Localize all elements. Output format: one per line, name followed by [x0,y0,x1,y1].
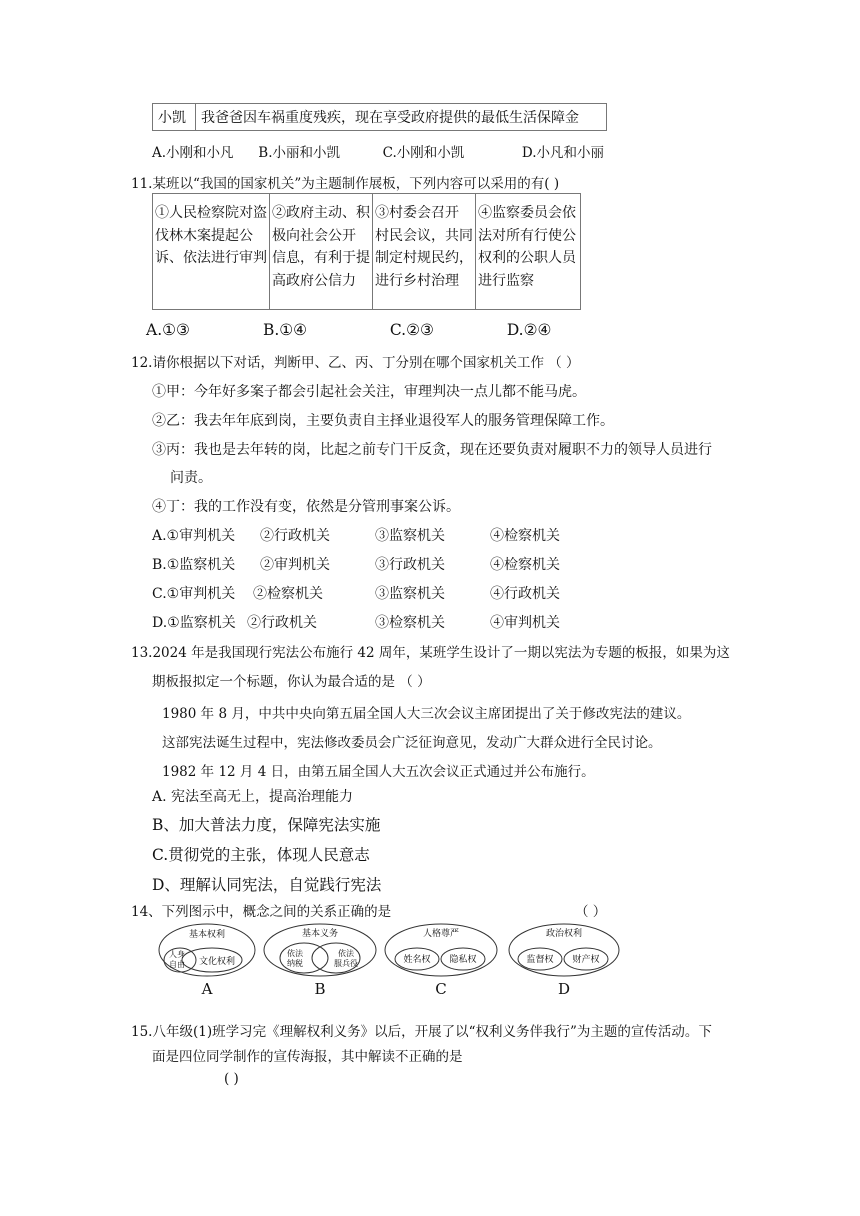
q11-cell-4 [476,194,581,310]
q12-option-c-4: ④行政机关 [490,586,560,602]
q12-option-d-1: D.①监察机关 [152,615,236,631]
q11-cell-2-line: 高政府公信力 [272,272,356,289]
q12-option-b-4: ④检察机关 [490,557,560,573]
top-table-name: 小凯 [153,104,196,131]
q14-stem: 14、下列图示中，概念之间的关系正确的是 [131,904,392,920]
q12-option-b-1: B.①监察机关 [152,557,236,573]
q13-option-d: D、理解认同宪法，自觉践行宪法 [152,876,382,894]
q14-diagram-d [507,922,621,998]
inner2-label: 隐私权 [449,955,477,965]
diagram-letter: D [557,980,571,998]
inner-ellipse-1 [280,943,328,973]
q12-line-4: ④丁：我的工作没有变，依然是分管刑事案公诉。 [152,499,460,515]
inner-ellipse-2 [312,943,360,973]
q10-option-b: B.小丽和小凯 [258,145,341,161]
q15-stem-1: 15.八年级(1)班学习完《理解权利义务》以后，开展了以“权利义务伴我行”为主题的宣传活动。下 [131,1024,712,1040]
q10-option-c: C.小刚和小凯 [382,145,465,161]
q12-option-b-3: ③行政机关 [375,557,445,573]
diagram-letter: A [201,980,213,998]
q14-diagram-a [157,922,257,998]
q11-cell-2-line: 极向社会公开 [272,227,356,244]
top-table-text: 我爸爸因车祸重度残疾，现在享受政府提供的最低生活保障金 [196,104,607,131]
diagram-letter: B [314,980,326,998]
left-label: 依法 [287,949,303,958]
q13-option-c: C.贯彻党的主张，体现人民意志 [152,846,370,864]
venn-a [157,922,257,978]
q15-paren: ( ) [224,1071,239,1087]
q11-cell-3-line: 村民会议，共同 [375,227,473,244]
q11-cell-3 [373,194,476,310]
venn-c [383,922,499,978]
q12-option-c [152,583,560,603]
q11-option-b: B.①④ [262,321,308,339]
q12-option-b-2: ②审判机关 [260,557,330,573]
q10-option-d: D.小凡和小丽 [521,145,605,161]
q11-cell-1-line: 伐林木案提起公 [155,227,253,244]
q12-option-c-2: ②检察机关 [253,586,323,602]
inner1-label-b: 自由 [169,960,185,969]
q11-cell-2 [270,194,373,310]
outer-label: 基本义务 [301,929,339,939]
top-table [152,103,607,131]
outer-label: 人格尊严 [422,929,460,939]
q11-cell-4-line: 权利的公职人员 [478,250,576,266]
q11-cell-1-line: 诉、依法进行审判 [155,250,267,266]
q11-cell-4-line: 法对所有行使公 [478,227,576,244]
q12-option-a-2: ②行政机关 [260,528,330,544]
q12-option-d-2: ②行政机关 [247,615,317,631]
q12-option-d-3: ③检察机关 [375,615,445,631]
inner1-label: 人身 [169,950,185,959]
q11-cell-1 [153,194,270,310]
q12-line-1: ①甲：今年好多案子都会引起社会关注，审理判决一点儿都不能马虎。 [152,384,586,400]
left-label-b: 纳税 [287,959,303,968]
q12-option-a [152,525,560,545]
q13-material-3: 1982 年 12 月 4 日，由第五届全国人大五次会议正式通过并公布施行。 [162,764,595,780]
inner2-label: 文化权利 [198,957,236,967]
inner2-label: 财产权 [572,955,600,965]
venn-d [507,922,621,978]
q11-cell-2-line: 信息，有利于提 [272,250,370,266]
q12-option-c-1: C.①审判机关 [152,586,236,602]
q14-diagram-c [383,922,499,998]
q12-stem: 12.请你根据以下对话，判断甲、乙、丙、丁分别在哪个国家机关工作 （ ） [131,355,580,371]
q13-material-2: 这部宪法诞生过程中，宪法修改委员会广泛征询意见，发动广大群众进行全民讨论。 [162,735,662,751]
right-label: 依法 [338,949,354,958]
q13-stem-2: 期板报拟定一个标题，你认为最合适的是 （ ） [152,674,431,690]
q10-option-a: A.小刚和小凡 [152,145,234,161]
q15-stem-2: 面是四位同学制作的宣传海报，其中解读不正确的是 [152,1049,463,1065]
q11-stem: 11.某班以“我国的国家机关”为主题制作展板，下列内容可以采用的有( ) [131,176,560,192]
right-label-b: 服兵役 [334,959,358,968]
q14-paren: （ ） [575,904,607,920]
diagram-letter: C [435,980,447,998]
q11-cell-1-line: ①人民检察院对盗 [155,205,267,221]
inner1-label: 监督权 [526,955,554,965]
q11-option-d: D.②④ [506,321,552,339]
q12-option-d [152,612,560,632]
q13-material-1: 1980 年 8 月，中共中央向第五届全国人大三次会议主席团提出了关于修改宪法的建议。 [162,706,691,722]
q11-cell-3-line: 制定村规民约， [375,250,473,266]
q12-line-3: ③丙：我也是去年转的岗，比起之前专门干反贪，现在还要负责对履职不力的领导人员进行 [152,442,712,458]
q11-table [152,193,581,310]
q12-option-b [152,554,560,574]
q11-cell-4-line: 进行监察 [478,272,534,289]
venn-b [262,922,378,978]
q11-options [146,321,551,339]
outer-label: 基本权利 [188,930,226,940]
q11-option-a: A.①③ [146,321,190,339]
q11-cell-2-line: ②政府主动、积 [272,205,370,221]
q11-cell-3-line: 进行乡村治理 [375,272,459,289]
q12-line-3-cont: 问责。 [170,470,212,486]
q12-option-a-3: ③监察机关 [375,528,445,544]
q12-option-c-3: ③监察机关 [375,586,445,602]
q12-option-d-4: ④审判机关 [490,615,560,631]
q12-option-a-4: ④检察机关 [490,528,560,544]
q13-option-a: A. 宪法至高无上，提高治理能力 [152,789,354,805]
outer-label: 政治权利 [545,929,583,939]
inner1-label: 姓名权 [403,955,431,965]
q11-cell-3-line: ③村委会召开 [375,205,459,221]
q11-cell-4-line: ④监察委员会依 [478,205,576,221]
q10-options [152,141,604,161]
q12-option-a-1: A.①审判机关 [152,528,236,544]
q11-option-c: C.②③ [389,321,434,339]
q14-diagram-b [262,922,378,998]
q12-line-2: ②乙：我去年年底到岗，主要负责自主择业退役军人的服务管理保障工作。 [152,413,614,429]
q13-stem-1: 13.2024 年是我国现行宪法公布施行 42 周年，某班学生设计了一期以宪法为专题的板报，如果为这 [131,645,730,661]
q13-option-b: B、加大普法力度，保障宪法实施 [152,816,381,834]
